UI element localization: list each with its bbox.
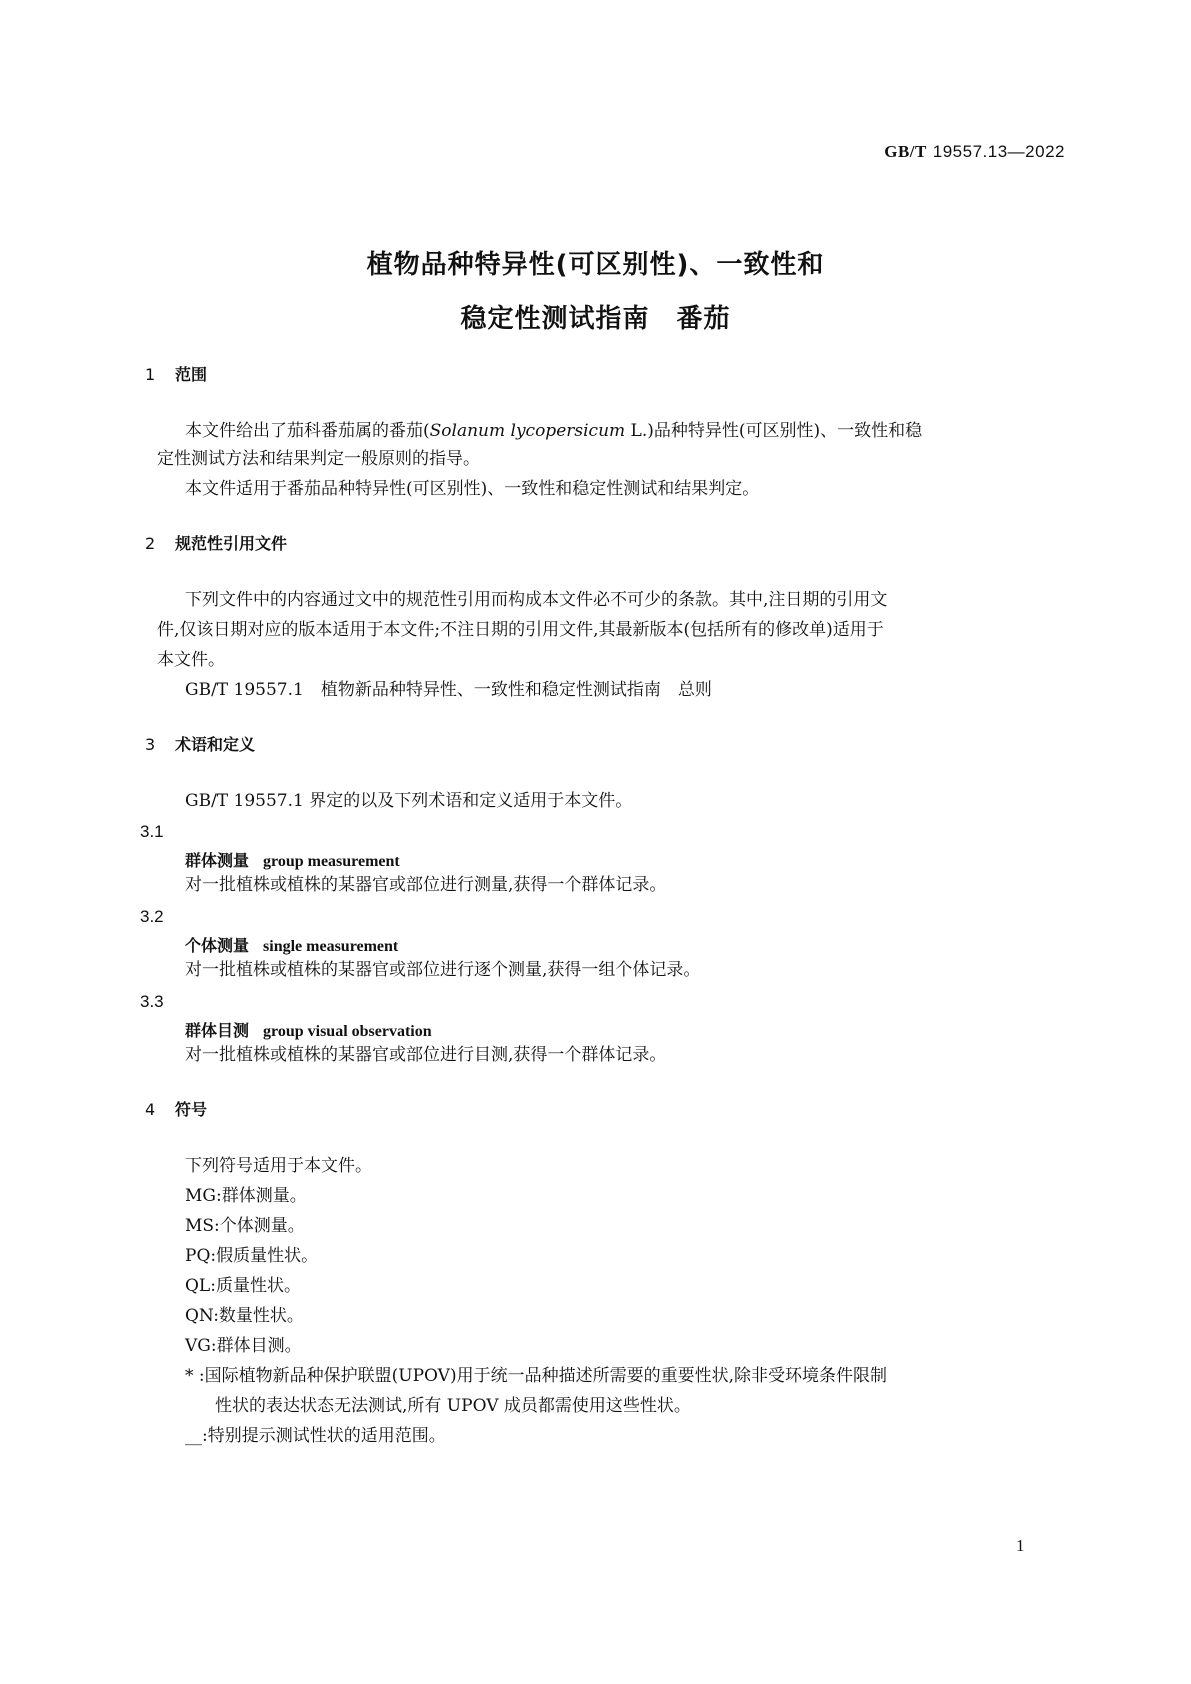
s2-paragraph-line-3: 本文件。	[157, 650, 225, 670]
s1-paragraph-1-line-1: 本文件给出了茄科番茄属的番茄(Solanum lycopersicum L.)品种特异性(可区别性)、一致性和稳	[185, 421, 923, 441]
term-number: 3.1	[140, 822, 164, 841]
term-definition: 对一批植株或植株的某器官或部位进行测量,获得一个群体记录。	[185, 875, 667, 895]
title-line-2: 稳定性测试指南 番茄	[460, 304, 731, 334]
symbol-item: MG:群体测量。	[185, 1186, 307, 1206]
term-definition: 对一批植株或植株的某器官或部位进行目测,获得一个群体记录。	[185, 1045, 667, 1065]
section-4-heading: 4 符号	[145, 1100, 208, 1119]
term-definition: 对一批植株或植株的某器官或部位进行逐个测量,获得一组个体记录。	[185, 960, 701, 980]
title-line-1: 植物品种特异性(可区别性)、一致性和	[366, 250, 825, 280]
s1-paragraph-2: 本文件适用于番茄品种特异性(可区别性)、一致性和稳定性测试和结果判定。	[185, 479, 760, 499]
term-heading: 群体目测 group visual observation	[185, 1021, 432, 1040]
section-number: 1	[145, 365, 156, 384]
term-number: 3.2	[140, 907, 164, 926]
term-heading: 个体测量 single measurement	[185, 936, 399, 955]
term-heading: 群体测量 group measurement	[185, 851, 400, 870]
symbol-item: QL:质量性状。	[185, 1276, 301, 1296]
s1-paragraph-1-line-2: 定性测试方法和结果判定一般原则的指导。	[157, 449, 480, 469]
standard-code-number: 19557.13—2022	[932, 142, 1065, 161]
section-1-heading	[145, 362, 207, 385]
symbol-item: PQ:假质量性状。	[185, 1246, 319, 1266]
s4-intro: 下列符号适用于本文件。	[185, 1156, 372, 1176]
standard-code-prefix: GB/T	[884, 142, 927, 161]
star-symbol-line-2: 性状的表达状态无法测试,所有 UPOV 成员都需使用这些性状。	[215, 1396, 691, 1416]
section-3-heading: 3 术语和定义	[145, 735, 256, 754]
symbol-item: VG:群体目测。	[185, 1336, 302, 1356]
page-number: 1	[1016, 1536, 1025, 1555]
s2-paragraph-line-2: 件,仅该日期对应的版本适用于本文件;不注日期的引用文件,其最新版本(包括所有的修改单)适用于	[157, 620, 884, 640]
normative-reference: GB/T 19557.1 植物新品种特异性、一致性和稳定性测试指南 总则	[185, 680, 712, 700]
symbol-item: QN:数量性状。	[185, 1306, 304, 1326]
s2-paragraph-line-1: 下列文件中的内容通过文中的规范性引用而构成本文件必不可少的条款。其中,注日期的引用文	[185, 590, 888, 610]
term-number: 3.3	[140, 992, 164, 1011]
star-symbol-line-1: * :国际植物新品种保护联盟(UPOV)用于统一品种描述所需要的重要性状,除非受环境条件限制	[185, 1366, 887, 1386]
latin-name: Solanum lycopersicum	[429, 421, 626, 441]
section-2-heading: 2 规范性引用文件	[145, 534, 288, 553]
s3-intro: GB/T 19557.1 界定的以及下列术语和定义适用于本文件。	[185, 791, 633, 811]
section-title: 范围	[175, 365, 208, 384]
symbol-item: MS:个体测量。	[185, 1216, 305, 1236]
standard-code	[884, 142, 1065, 162]
document-title	[0, 238, 1191, 346]
underline-symbol: __:特别提示测试性状的适用范围。	[185, 1426, 446, 1446]
